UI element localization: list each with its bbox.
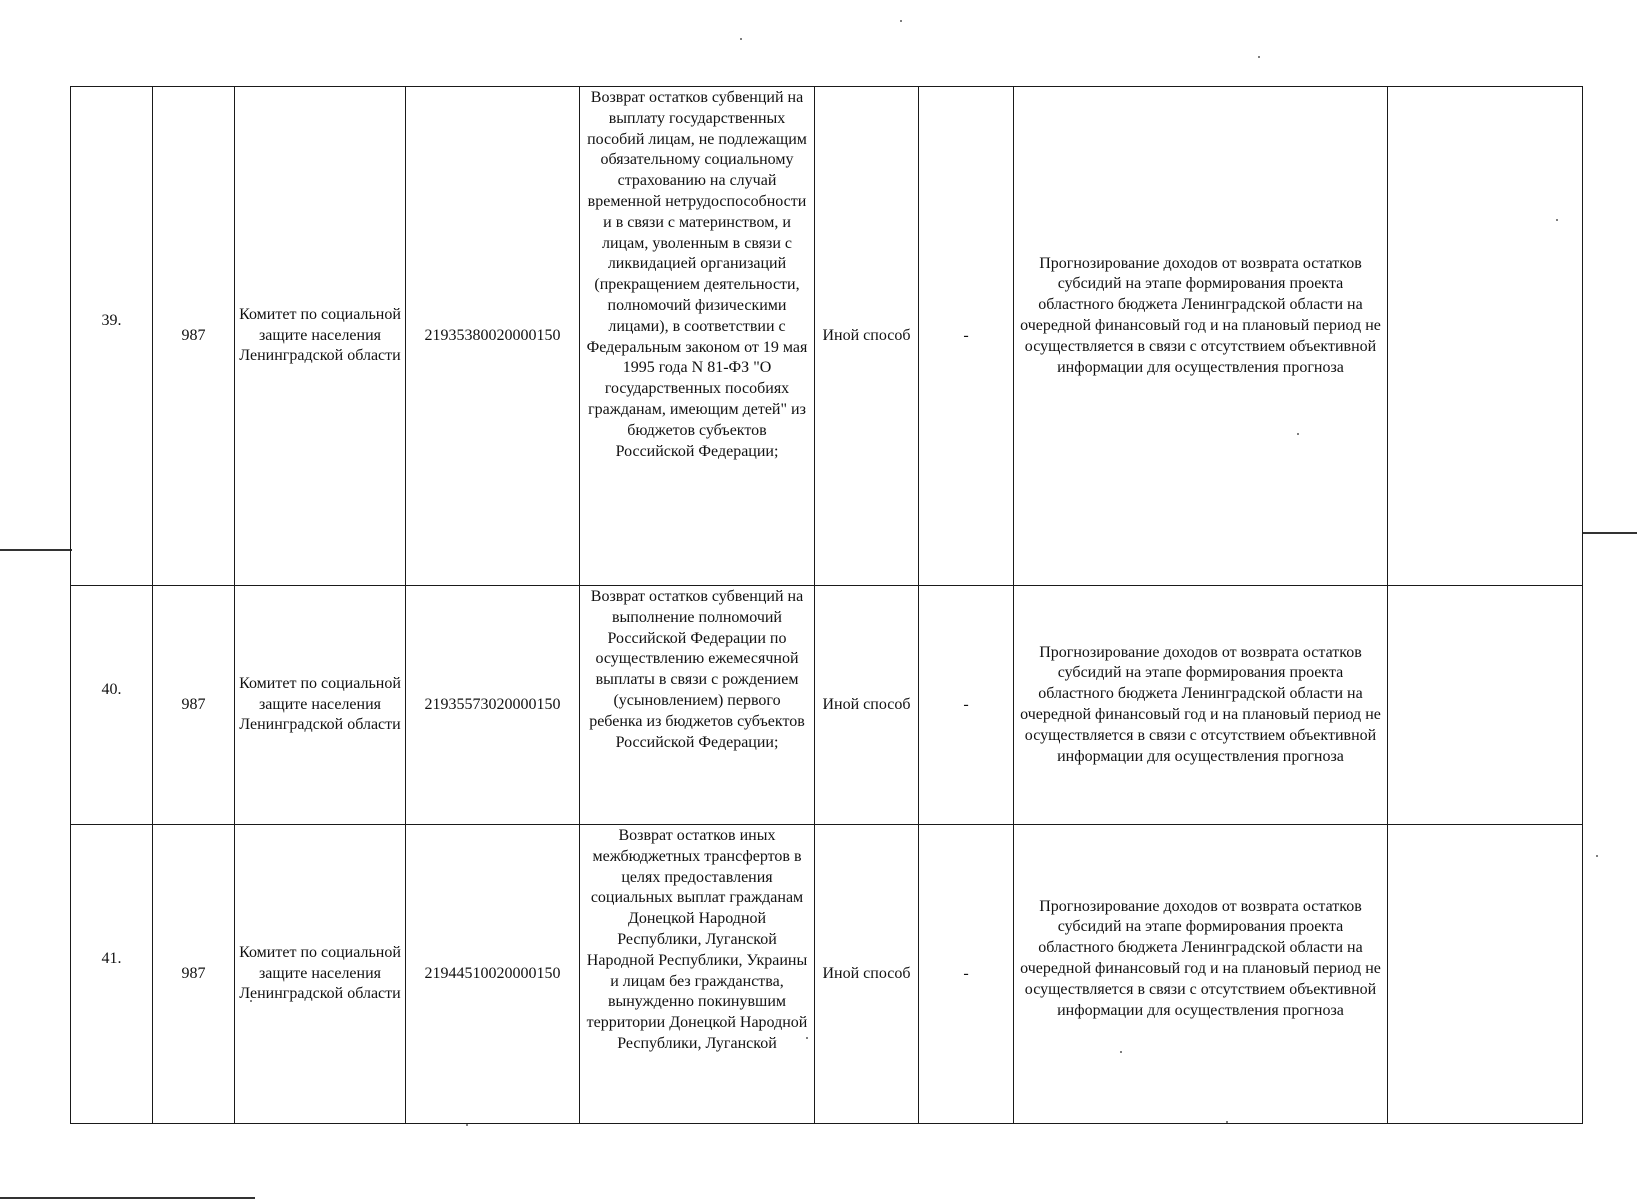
extra-cell (1388, 586, 1583, 825)
scan-speck (900, 20, 902, 22)
budget-code-cell: 21944510020000150 (406, 825, 580, 1124)
forecast-note-cell: Прогнозирование доходов от возврата остатков субсидий на этапе формирования проекта областного бюджета Ленинградской области на очередной финансовый год и на плановый период не осуществляется в связи с отсутствием объективной информации для осуществления прогноза (1014, 87, 1388, 586)
row-number-cell: 39. (71, 87, 153, 586)
scan-edge-line-left (0, 549, 72, 551)
row-number-cell: 40. (71, 586, 153, 825)
scan-edge-line-bottom (0, 1197, 255, 1199)
extra-cell (1388, 87, 1583, 586)
forecast-formula-cell: - (919, 586, 1014, 825)
forecast-method-cell: Иной способ (815, 87, 919, 586)
admin-code-cell: 987 (153, 87, 235, 586)
admin-code-cell: 987 (153, 586, 235, 825)
revenue-description-cell (580, 87, 815, 586)
scan-edge-line-right (1582, 532, 1637, 534)
revenue-description-text: Возврат остатков субвенций на выполнение полномочий Российской Федерации по осуществлению ежемесячной выплаты в связи с рождением (усыновлением) первого ребенка из бюджетов субъектов Российской Федерации; (589, 588, 805, 751)
revenue-description-text: Возврат остатков иных межбюджетных трансфертов в целях предоставления социальных выплат гражданам Донецкой Народной Республики, Луганской Народной Республики, Украины и лицам без гражданства, вынужденно покинувшим территории Донецкой Народной Республики, Луганской (586, 827, 808, 1052)
scan-speck (1596, 855, 1598, 857)
revenue-description-cell (580, 825, 815, 1124)
budget-code-cell: 21935573020000150 (406, 586, 580, 825)
table-row (71, 586, 1583, 825)
administrator-cell: Комитет по социальной защите населения Ленинградской области (235, 586, 406, 825)
row-number-cell: 41. (71, 825, 153, 1124)
revenue-description-cell (580, 586, 815, 825)
administrator-cell: Комитет по социальной защите населения Ленинградской области (235, 825, 406, 1124)
budget-code-cell: 21935380020000150 (406, 87, 580, 586)
scan-speck (740, 38, 742, 40)
revenue-description-text: Возврат остатков субвенций на выплату государственных пособий лицам, не подлежащим обязательному социальному страхованию на случай временной нетрудоспособности и в связи с материнством, и лицам, уволенным в связи с ликвидацией организаций (прекращением деятельности, полномочий физическими лицами), в соответствии с Федеральным законом от 19 мая 1995 года N 81-ФЗ "О государственных пособиях гражданам, имеющим детей" из бюджетов субъектов Российской Федерации; (586, 89, 808, 460)
forecast-formula-cell: - (919, 825, 1014, 1124)
forecast-note-cell: Прогнозирование доходов от возврата остатков субсидий на этапе формирования проекта областного бюджета Ленинградской области на очередной финансовый год и на плановый период не осуществляется в связи с отсутствием объективной информации для осуществления прогноза (1014, 825, 1388, 1124)
extra-cell (1388, 825, 1583, 1124)
forecast-method-cell: Иной способ (815, 586, 919, 825)
forecast-note-cell: Прогнозирование доходов от возврата остатков субсидий на этапе формирования проекта областного бюджета Ленинградской области на очередной финансовый год и на плановый период не осуществляется в связи с отсутствием объективной информации для осуществления прогноза (1014, 586, 1388, 825)
administrator-cell: Комитет по социальной защите населения Ленинградской области (235, 87, 406, 586)
scan-speck (1258, 56, 1260, 58)
revenue-forecast-table (70, 86, 1583, 1124)
table-row (71, 825, 1583, 1124)
scan-speck (466, 1124, 468, 1126)
admin-code-cell: 987 (153, 825, 235, 1124)
forecast-method-cell: Иной способ (815, 825, 919, 1124)
forecast-formula-cell: - (919, 87, 1014, 586)
table-row (71, 87, 1583, 586)
